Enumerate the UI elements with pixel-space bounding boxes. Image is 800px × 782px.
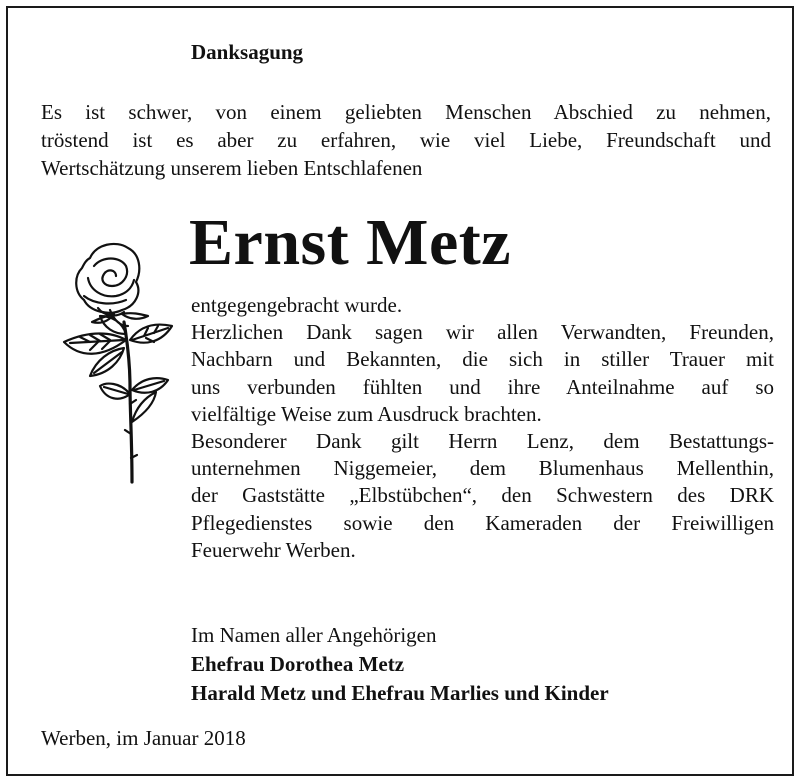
intro-line: Es ist schwer, von einem geliebten Menschen Abschied zu nehmen,	[41, 100, 771, 124]
body-line: der Gaststätte „Elbstübchen“, den Schwestern des DRK	[191, 483, 774, 508]
body-line: vielfältige Weise zum Ausdruck brachten.	[191, 401, 542, 426]
body-line: Herzlichen Dank sagen wir allen Verwandten, Freunden,	[191, 320, 774, 345]
body-paragraph	[191, 292, 774, 564]
signatory-family: Harald Metz und Ehefrau Marlies und Kinder	[191, 681, 609, 705]
rose-icon	[50, 236, 180, 488]
intro-line: Wertschätzung unserem lieben Entschlafenen	[41, 156, 423, 180]
body-line: unternehmen Niggemeier, dem Blumenhaus Mellenthin,	[191, 456, 774, 481]
body-line: uns verbunden fühlten und ihre Anteilnahme auf so	[191, 374, 774, 399]
notice-frame	[6, 6, 794, 776]
place-date: Werben, im Januar 2018	[41, 726, 246, 750]
closing-line: Im Namen aller Angehörigen	[191, 623, 437, 647]
deceased-name: Ernst Metz	[189, 206, 512, 279]
closing-block	[191, 621, 609, 708]
signatory-wife: Ehefrau Dorothea Metz	[191, 652, 405, 676]
body-line: Pflegedienstes sowie den Kameraden der Freiwilligen	[191, 510, 774, 535]
body-line: entgegengebracht wurde.	[191, 293, 403, 317]
intro-paragraph	[41, 98, 771, 182]
notice-heading: Danksagung	[191, 40, 304, 64]
body-line: Besonderer Dank gilt Herrn Lenz, dem Bestattungs-	[191, 429, 774, 454]
intro-line: tröstend ist es aber zu erfahren, wie viel Liebe, Freundschaft und	[41, 128, 771, 152]
body-line: Feuerwehr Werben.	[191, 537, 356, 562]
body-line: Nachbarn und Bekannten, die sich in stiller Trauer mit	[191, 347, 774, 372]
